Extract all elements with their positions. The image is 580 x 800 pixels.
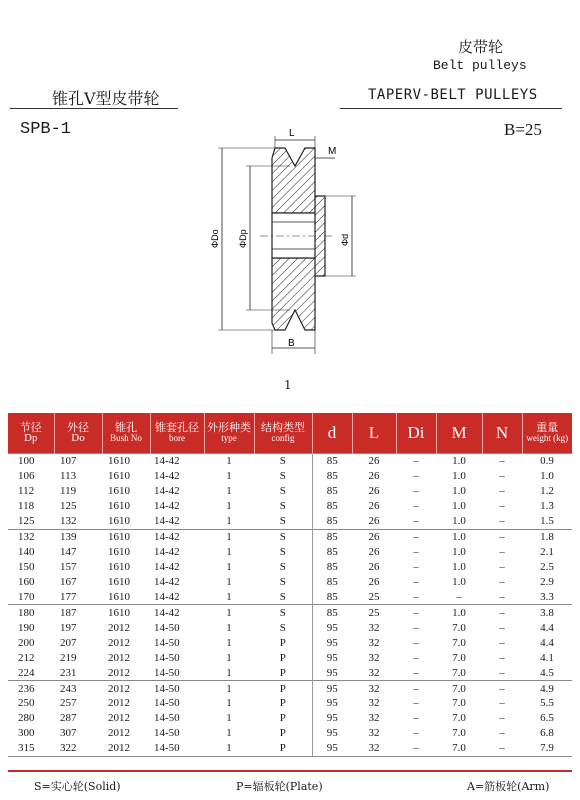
table-cell: S — [279, 515, 286, 528]
table-cell: 14-50 — [154, 727, 180, 740]
table-cell: 26 — [368, 485, 380, 498]
table-cell: 7.0 — [452, 697, 466, 710]
table-cell: 2012 — [108, 697, 130, 710]
table-cell: P — [279, 666, 286, 679]
table-cell: 85 — [312, 484, 352, 499]
table-cell: 1 — [226, 621, 232, 634]
table-cell: 2012 — [108, 712, 130, 725]
table-cell: 95 — [312, 711, 352, 726]
table-cell: 190 — [18, 621, 35, 634]
table-cell: 1 — [226, 727, 232, 740]
table-cell: 167 — [60, 575, 77, 588]
table-cell: 250 — [18, 697, 35, 710]
table-cell: 7.0 — [452, 712, 466, 725]
pulley-upper-section — [272, 148, 315, 213]
table-cell: 1 — [226, 485, 232, 498]
dim-label-L: L — [289, 128, 295, 139]
table-cell: 14-50 — [154, 666, 180, 679]
table-cell: – — [499, 515, 505, 528]
table-row — [8, 560, 572, 575]
table-cell: 1610 — [102, 605, 150, 620]
table-cell: 231 — [60, 666, 77, 679]
table-cell: 1.5 — [540, 515, 554, 528]
table-cell: – — [499, 575, 505, 588]
table-cell: 32 — [368, 697, 380, 710]
table-cell: 307 — [60, 727, 77, 740]
table-cell: – — [413, 636, 419, 649]
table-cell: 6.8 — [540, 727, 554, 740]
table-cell: 4.1 — [540, 651, 554, 664]
table-cell: 85 — [312, 545, 352, 560]
table-cell: – — [499, 712, 505, 725]
table-cell: 1 — [226, 470, 232, 483]
table-cell: 280 — [18, 712, 35, 725]
table-cell: 236 — [8, 681, 54, 696]
table-cell: S — [279, 485, 286, 498]
table-cell: P — [279, 727, 286, 740]
table-cell: – — [499, 727, 505, 740]
column-header: L — [352, 413, 396, 454]
table-cell: P — [279, 651, 286, 664]
table-cell: 6.5 — [540, 712, 554, 725]
table-row — [8, 620, 572, 635]
table-cell: 85 — [312, 575, 352, 590]
table-cell: 26 — [368, 500, 380, 513]
column-header: 外径 Do — [54, 413, 102, 454]
table-cell: 1 — [226, 575, 232, 588]
table-cell: S — [279, 470, 286, 483]
table-cell: – — [413, 500, 419, 513]
table-cell: 26 — [368, 546, 380, 559]
table-cell: 112 — [18, 485, 35, 498]
table-cell: 2.5 — [540, 561, 554, 574]
table-cell: – — [413, 546, 419, 559]
table-cell: 25 — [352, 605, 396, 620]
table-cell: 32 — [368, 636, 380, 649]
table-cell: 125 — [60, 500, 77, 513]
table-cell: – — [413, 712, 419, 725]
table-cell: – — [499, 590, 505, 603]
table-cell: 1610 — [108, 515, 130, 528]
table-cell: 14-42 — [154, 500, 180, 513]
model-id: SPB-1 — [20, 120, 72, 139]
table-cell: 5.5 — [540, 697, 554, 710]
table-cell: 85 — [312, 454, 352, 469]
table-cell: 4.5 — [540, 666, 554, 679]
table-cell: – — [413, 575, 419, 588]
table-cell: 95 — [312, 696, 352, 711]
table-cell: 2012 — [108, 666, 130, 679]
table-cell: 25 — [368, 590, 380, 603]
table-cell: 32 — [368, 727, 380, 740]
section-title-cn: 锥孔V型皮带轮 — [52, 89, 160, 108]
table-cell: 32 — [368, 666, 380, 679]
table-cell: 1 — [204, 529, 254, 544]
table-cell: 85 — [312, 605, 352, 620]
table-cell: 7.0 — [436, 741, 482, 756]
table-cell: 14-42 — [150, 454, 204, 469]
column-header: N — [482, 413, 522, 454]
table-cell: 1 — [226, 651, 232, 664]
table-cell: S — [254, 529, 312, 544]
table-cell: 243 — [54, 681, 102, 696]
table-cell: 85 — [312, 589, 352, 604]
table-cell: 1.0 — [436, 454, 482, 469]
table-cell: 7.0 — [452, 727, 466, 740]
table-cell: 1 — [226, 546, 232, 559]
table-cell: – — [413, 561, 419, 574]
table-row — [8, 696, 572, 711]
table-cell: 224 — [18, 666, 35, 679]
table-cell: 1 — [226, 500, 232, 513]
table-cell: 1.0 — [452, 515, 466, 528]
table-cell: 85 — [312, 529, 352, 544]
table-cell: 7.0 — [452, 666, 466, 679]
table-cell: 14-42 — [154, 561, 180, 574]
table-cell: 7.9 — [522, 741, 572, 756]
column-header: M — [436, 413, 482, 454]
table-cell: 85 — [312, 514, 352, 529]
table-cell: 212 — [18, 651, 35, 664]
table-cell: 14-42 — [154, 590, 180, 603]
table-cell: P — [254, 681, 312, 696]
table-cell: P — [254, 741, 312, 756]
table-cell: 113 — [60, 470, 77, 483]
table-cell: – — [499, 500, 505, 513]
table-cell: 7.0 — [452, 621, 466, 634]
table-cell: – — [413, 485, 419, 498]
table-cell: – — [482, 454, 522, 469]
table-cell: – — [482, 681, 522, 696]
table-cell: 26 — [368, 470, 380, 483]
table-cell: 1.0 — [452, 575, 466, 588]
table-row — [8, 454, 572, 469]
table-cell: 1.2 — [540, 485, 554, 498]
table-cell: 1610 — [108, 500, 130, 513]
table-cell: 125 — [18, 515, 35, 528]
table-cell: 1 — [204, 454, 254, 469]
table-cell: 107 — [54, 454, 102, 469]
dim-label-M: M — [328, 146, 337, 157]
table-cell: 4.9 — [522, 681, 572, 696]
table-cell: 14-42 — [154, 515, 180, 528]
table-cell: 0.9 — [522, 454, 572, 469]
table-cell: – — [499, 651, 505, 664]
table-cell: 1.0 — [436, 529, 482, 544]
table-cell: 1.0 — [436, 605, 482, 620]
column-header: 锥套孔径 bore — [150, 413, 204, 454]
table-cell: 147 — [60, 546, 77, 559]
table-cell: S — [254, 605, 312, 620]
table-cell: 14-50 — [154, 636, 180, 649]
table-cell: 132 — [60, 515, 77, 528]
table-cell: 2012 — [102, 741, 150, 756]
table-cell: 315 — [8, 741, 54, 756]
table-row — [8, 665, 572, 680]
dim-label-B: B — [288, 338, 295, 349]
table-row — [8, 681, 572, 696]
table-row — [8, 589, 572, 604]
table-cell: 1 — [204, 681, 254, 696]
table-row — [8, 605, 572, 620]
table-cell: 26 — [352, 529, 396, 544]
table-cell: – — [499, 561, 505, 574]
table-cell: 140 — [18, 546, 35, 559]
column-header: 外形种类 type — [204, 413, 254, 454]
table-cell: 1610 — [108, 546, 130, 559]
table-row — [8, 635, 572, 650]
table-cell: 197 — [60, 621, 77, 634]
table-cell: – — [413, 727, 419, 740]
table-cell: 14-50 — [150, 681, 204, 696]
header-rule-right — [340, 108, 562, 109]
table-cell: – — [482, 529, 522, 544]
table-cell: 14-42 — [154, 485, 180, 498]
table-cell: 32 — [352, 741, 396, 756]
dim-label-Dp: ΦDp — [238, 229, 248, 248]
table-cell: 2012 — [108, 636, 130, 649]
table-cell: 300 — [18, 727, 35, 740]
table-cell: 95 — [312, 726, 352, 741]
table-cell: 14-50 — [154, 712, 180, 725]
belt-width: B=25 — [504, 120, 542, 139]
table-cell: 95 — [312, 650, 352, 665]
table-cell: 14-42 — [154, 470, 180, 483]
table-cell: 1 — [226, 636, 232, 649]
page-title-en: Belt pulleys — [433, 58, 527, 73]
table-cell: – — [413, 697, 419, 710]
table-cell: 187 — [54, 605, 102, 620]
table-cell: S — [279, 590, 286, 603]
table-cell: – — [396, 454, 436, 469]
table-row — [8, 726, 572, 741]
table-cell: S — [279, 621, 286, 634]
figure-number: 1 — [284, 378, 292, 392]
table-cell: 150 — [18, 561, 35, 574]
table-cell: 95 — [312, 741, 352, 756]
table-cell: 200 — [18, 636, 35, 649]
table-cell: 1610 — [108, 470, 130, 483]
table-row — [8, 499, 572, 514]
table-cell: 106 — [18, 470, 35, 483]
table-cell: 1610 — [108, 590, 130, 603]
table-cell: – — [413, 621, 419, 634]
table-cell: 2012 — [102, 681, 150, 696]
table-cell: 1610 — [102, 454, 150, 469]
table-cell: 26 — [352, 454, 396, 469]
footer-rule — [8, 770, 572, 772]
table-cell: – — [396, 605, 436, 620]
table-cell: 1.0 — [452, 485, 466, 498]
table-cell: 177 — [60, 590, 77, 603]
table-cell: 2.9 — [540, 575, 554, 588]
table-cell: P — [279, 636, 286, 649]
table-cell: P — [279, 712, 286, 725]
table-cell: 1 — [226, 666, 232, 679]
table-cell: 160 — [18, 575, 35, 588]
table-row — [8, 650, 572, 665]
table-cell: 219 — [60, 651, 77, 664]
table-row — [8, 575, 572, 590]
table-body — [8, 454, 572, 757]
table-cell: P — [279, 697, 286, 710]
table-cell: 207 — [60, 636, 77, 649]
table-cell: – — [499, 485, 505, 498]
table-cell: – — [482, 741, 522, 756]
table-cell: 85 — [312, 499, 352, 514]
table-cell: 3.8 — [522, 605, 572, 620]
table-header-row — [8, 413, 572, 454]
table-cell: 95 — [312, 635, 352, 650]
table-cell: 2012 — [108, 727, 130, 740]
pulley-lower-section — [272, 258, 315, 330]
table-cell: 180 — [8, 605, 54, 620]
table-cell: 26 — [368, 515, 380, 528]
column-header: Di — [396, 413, 436, 454]
column-header: 节径 Dp — [8, 413, 54, 454]
table-cell: 7.0 — [452, 636, 466, 649]
table-cell: 1.0 — [452, 500, 466, 513]
footnote-arm: A=筋板轮(Arm) — [467, 780, 550, 793]
table-cell: 1.0 — [452, 546, 466, 559]
table-cell: – — [499, 546, 505, 559]
table-row — [8, 529, 572, 544]
table-cell: – — [499, 666, 505, 679]
table-cell: 1610 — [102, 529, 150, 544]
table-cell: – — [413, 515, 419, 528]
table-cell: 14-50 — [154, 621, 180, 634]
table-cell: 95 — [312, 665, 352, 680]
table-cell: 139 — [54, 529, 102, 544]
section-title-en: TAPERV-BELT PULLEYS — [368, 87, 538, 103]
table-cell: 26 — [368, 575, 380, 588]
table-row — [8, 545, 572, 560]
table-cell: 1 — [226, 697, 232, 710]
table-cell: 3.3 — [540, 590, 554, 603]
table-cell: 95 — [312, 681, 352, 696]
table-cell: – — [413, 651, 419, 664]
table-cell: – — [396, 681, 436, 696]
table-cell: S — [279, 546, 286, 559]
table-cell: 32 — [368, 651, 380, 664]
column-header: 重量 weight (kg) — [522, 413, 572, 454]
table-cell: 7.0 — [452, 651, 466, 664]
table-cell: 1610 — [108, 485, 130, 498]
table-cell: 1.3 — [540, 500, 554, 513]
table-cell: 1 — [226, 712, 232, 725]
table-cell: S — [279, 561, 286, 574]
table-cell: 322 — [54, 741, 102, 756]
table-cell: 257 — [60, 697, 77, 710]
footnote-plate: P=辐板轮(Plate) — [236, 780, 323, 793]
table-cell: 1.0 — [540, 470, 554, 483]
table-cell: – — [499, 470, 505, 483]
table-row — [8, 484, 572, 499]
table-cell: 14-50 — [154, 697, 180, 710]
table-cell: 14-50 — [154, 651, 180, 664]
table-cell: – — [413, 470, 419, 483]
table-cell: 85 — [312, 560, 352, 575]
table-cell: – — [396, 529, 436, 544]
table-cell: 14-50 — [150, 741, 204, 756]
dim-label-Do: ΦDo — [210, 229, 220, 248]
table-cell: 1.0 — [452, 561, 466, 574]
table-cell: 2012 — [108, 621, 130, 634]
table-cell: 157 — [60, 561, 77, 574]
table-cell: 100 — [8, 454, 54, 469]
table-cell: 14-42 — [150, 529, 204, 544]
table-cell: 95 — [312, 620, 352, 635]
table-cell: 1610 — [108, 561, 130, 574]
table-cell: – — [499, 636, 505, 649]
table-cell: 14-42 — [154, 575, 180, 588]
table-cell: – — [413, 590, 419, 603]
table-cell: 1610 — [108, 575, 130, 588]
table-cell: 14-42 — [150, 605, 204, 620]
page-title-cn: 皮带轮 — [458, 38, 504, 56]
pulley-spec-table — [8, 413, 572, 757]
pulley-bore — [272, 213, 315, 258]
table-cell: – — [396, 741, 436, 756]
table-row — [8, 514, 572, 529]
table-cell: 4.4 — [540, 636, 554, 649]
table-cell: S — [279, 575, 286, 588]
table-cell: 32 — [368, 621, 380, 634]
table-cell: 26 — [368, 561, 380, 574]
table-cell: – — [499, 621, 505, 634]
table-cell: 4.4 — [540, 621, 554, 634]
table-row — [8, 469, 572, 484]
table-cell: 119 — [60, 485, 77, 498]
table-cell: 170 — [18, 590, 35, 603]
dim-label-d: Φd — [340, 233, 350, 246]
table-cell: 2012 — [108, 651, 130, 664]
table-cell: 1.0 — [452, 470, 466, 483]
table-cell: – — [456, 590, 462, 603]
table-cell: 1.8 — [522, 529, 572, 544]
table-cell: 85 — [312, 469, 352, 484]
table-cell: 14-42 — [154, 546, 180, 559]
column-header: 结构类型 config — [254, 413, 312, 454]
table-cell: S — [254, 454, 312, 469]
table-cell: S — [279, 500, 286, 513]
table-cell: – — [413, 666, 419, 679]
table-cell: 1 — [226, 590, 232, 603]
table-cell: 7.0 — [436, 681, 482, 696]
table-cell: 32 — [368, 712, 380, 725]
table-cell: – — [499, 697, 505, 710]
table-cell: 118 — [18, 500, 35, 513]
table-cell: 1 — [226, 515, 232, 528]
table-cell: 132 — [8, 529, 54, 544]
table-cell: 1 — [226, 561, 232, 574]
table-cell: – — [482, 605, 522, 620]
table-row — [8, 711, 572, 726]
table-cell: 2.1 — [540, 546, 554, 559]
header-rule-left — [10, 108, 178, 109]
table-cell: 1 — [204, 605, 254, 620]
table-cell: 32 — [352, 681, 396, 696]
table-cell: 287 — [60, 712, 77, 725]
table-row — [8, 741, 572, 756]
table-cell: 1 — [204, 741, 254, 756]
column-header: 锥孔 Bush No — [102, 413, 150, 454]
pulley-cross-section-diagram — [200, 118, 380, 368]
footnote-solid: S=实心轮(Solid) — [34, 780, 121, 793]
column-header: d — [312, 413, 352, 454]
